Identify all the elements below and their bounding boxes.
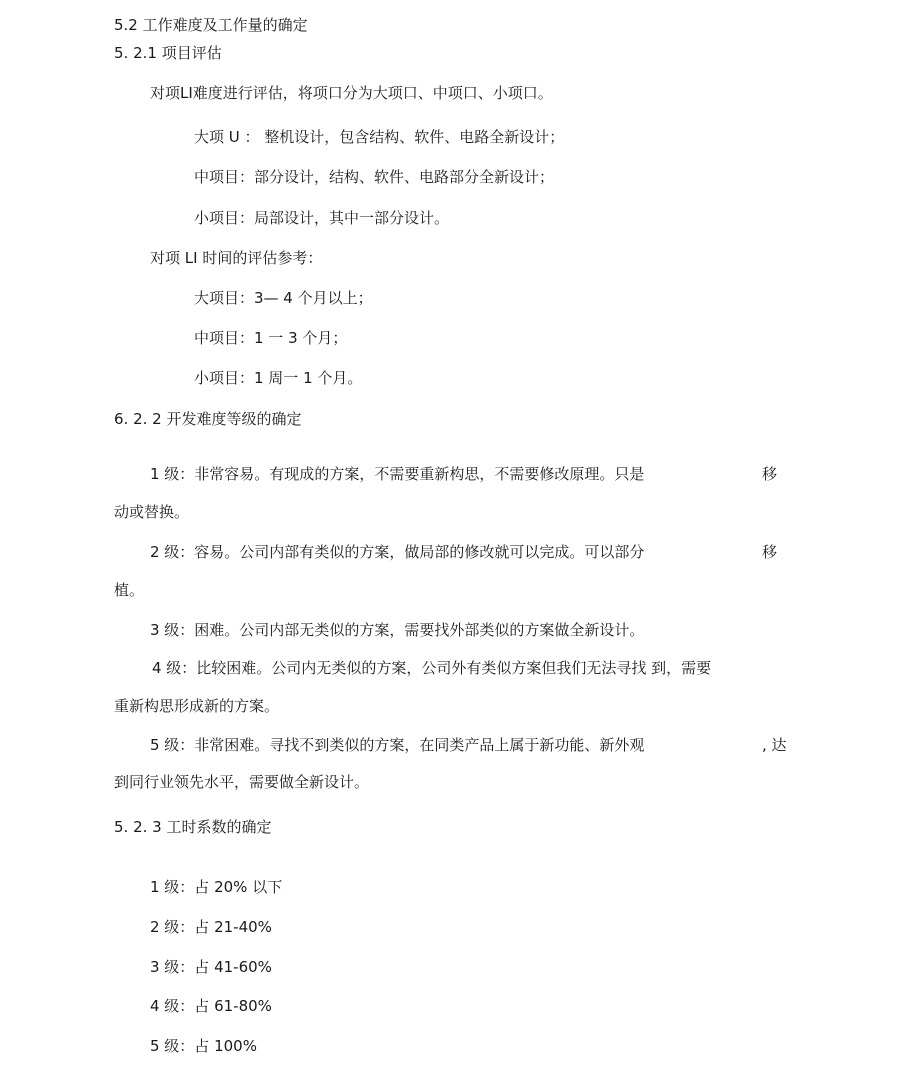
coefficient-level5: 5 级：占 100% — [150, 1037, 257, 1055]
coefficient-level1: 1 级：占 20% 以下 — [150, 878, 283, 896]
level3-line: 3 级：困难。公司内部无类似的方案，需要找外部类似的方案做全新设计。 — [150, 621, 645, 639]
level1-line1: 1 级：非常容易。有现成的方案，不需要重新构思，不需要修改原理。只是 — [150, 465, 645, 483]
time-small-project: 小项目：1 周一 1 个月。 — [194, 369, 363, 387]
level5-line1-tail: , 达 — [762, 736, 787, 754]
section-heading-6-2-2: 6. 2. 2 开发难度等级的确定 — [114, 410, 302, 428]
section-heading-5-2: 5.2 工作难度及工作量的确定 — [114, 16, 308, 34]
time-assessment-intro: 对项 LI 时间的评估参考： — [150, 249, 323, 267]
mid-project-desc: 中项目：部分设计，结构、软件、电路部分全新设计； — [194, 168, 555, 186]
level2-line2: 植。 — [114, 581, 145, 599]
level5-line2: 到同行业领先水平，需要做全新设计。 — [114, 773, 370, 791]
level1-line2: 动或替换。 — [114, 503, 190, 521]
small-project-desc: 小项目：局部设计，其中一部分设计。 — [194, 209, 450, 227]
coefficient-level3: 3 级：占 41-60% — [150, 958, 272, 976]
time-big-project: 大项目：3— 4 个月以上； — [194, 289, 373, 307]
big-project-desc: 大项 U ： 整机设计，包含结构、软件、电路全新设计； — [194, 128, 565, 146]
time-mid-project: 中项目：1 一 3 个月； — [194, 329, 348, 347]
assessment-intro: 对项LI难度进行评估，将项口分为大项口、中项口、小项口。 — [150, 84, 553, 102]
level5-line1: 5 级：非常困难。寻找不到类似的方案，在同类产品上属于新功能、新外观 — [150, 736, 645, 754]
level2-line1: 2 级：容易。公司内部有类似的方案，做局部的修改就可以完成。可以部分 — [150, 543, 645, 561]
level4-line1: 4 级：比较困难。公司内无类似的方案，公司外有类似方案但我们无法寻找 到，需要 — [152, 659, 712, 677]
level4-line2: 重新构思形成新的方案。 — [114, 697, 280, 715]
section-heading-5-2-1: 5. 2.1 项目评估 — [114, 44, 222, 62]
level2-line1-tail: 移 — [762, 543, 778, 561]
coefficient-level4: 4 级：占 61-80% — [150, 997, 272, 1015]
coefficient-level2: 2 级：占 21-40% — [150, 918, 272, 936]
section-heading-5-2-3: 5. 2. 3 工时系数的确定 — [114, 818, 272, 836]
level1-line1-tail: 移 — [762, 465, 778, 483]
